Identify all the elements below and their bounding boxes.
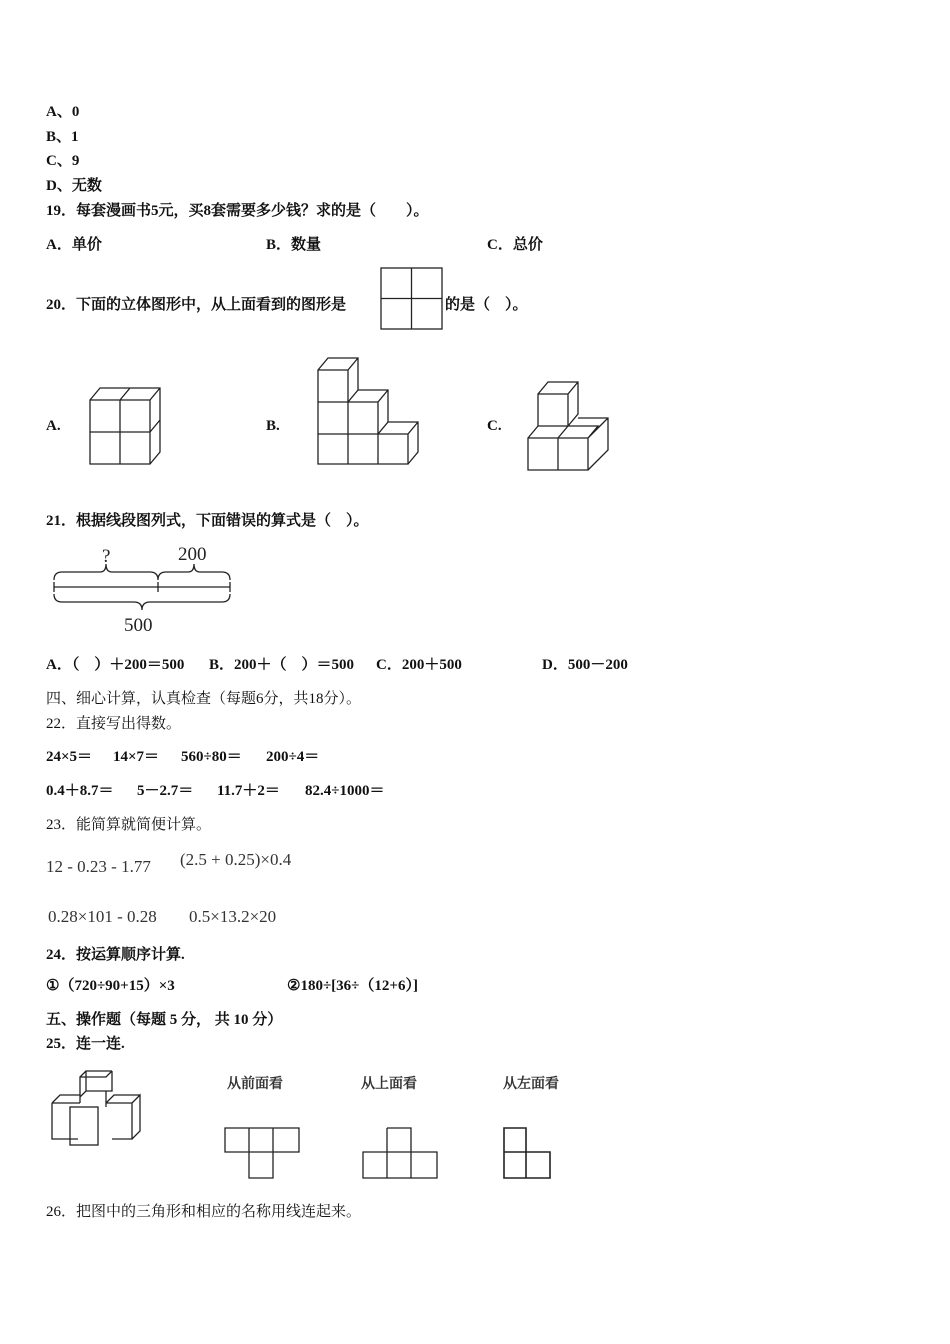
top-view-figure	[363, 1128, 439, 1180]
q22-expr: 560÷80＝	[181, 749, 242, 765]
q20-stem-end: 的是（ ）。	[445, 297, 528, 313]
q23-expr: 12 - 0.23 - 1.77	[46, 857, 151, 876]
q21-option-a: A．（ ）＋200＝500	[46, 657, 185, 673]
cube-stack-figure	[52, 1077, 152, 1153]
cube-figure-c	[528, 382, 612, 472]
q22-stem: 22．直接写出得数。	[46, 716, 182, 732]
q24-expr: ①（720÷90+15）×3	[46, 978, 175, 994]
q20-option-c: C.	[487, 418, 502, 434]
cube-figure-a	[90, 388, 162, 466]
q24-expr: ②180÷[36÷（12+6）]	[287, 978, 418, 994]
part-label: 200	[178, 544, 207, 565]
q23-expr: 0.5×13.2×20	[189, 907, 277, 926]
cube-figure-b	[318, 358, 422, 466]
q22-expr: 14×7＝	[113, 749, 160, 765]
top-view-grid-figure	[381, 268, 443, 330]
unknown-label: ?	[102, 546, 111, 567]
view-label-top: 从上面看	[361, 1077, 417, 1092]
segment-diagram	[52, 540, 234, 636]
q23-stem: 23．能简算就简便计算。	[46, 817, 212, 833]
q26-stem: 26．把图中的三角形和相应的名称用线连起来。	[46, 1204, 362, 1220]
q19-option-c: C．总价	[487, 237, 543, 253]
q18-option-c: C、9	[46, 153, 80, 169]
q20-option-b: B.	[266, 418, 280, 434]
q23-expr: 0.28×101 - 0.28	[48, 907, 157, 926]
q22-expr: 24×5＝	[46, 749, 93, 765]
q19-option-b: B．数量	[266, 237, 322, 253]
left-view-figure	[504, 1128, 554, 1180]
q18-option-b: B、1	[46, 129, 79, 145]
q18-option-d: D、无数	[46, 178, 102, 194]
q22-expr: 11.7＋2＝	[217, 783, 280, 799]
q21-option-b: B．200＋（ ）＝500	[209, 657, 355, 673]
q19-stem: 19．每套漫画书5元，买8套需要多少钱？求的是（ ）。	[46, 203, 429, 219]
q21-option-d: D．500－200	[542, 657, 628, 673]
q20-stem: 20．下面的立体图形中，从上面看到的图形是	[46, 297, 347, 313]
section-5-heading: 五、操作题（每题 5 分， 共 10 分）	[46, 1012, 283, 1028]
q21-stem: 21．根据线段图列式，下面错误的算式是（ ）。	[46, 513, 369, 529]
q22-expr: 0.4＋8.7＝	[46, 783, 114, 799]
q25-stem: 25．连一连.	[46, 1036, 125, 1052]
q22-expr: 5－2.7＝	[137, 783, 194, 799]
q20-option-a: A.	[46, 418, 61, 434]
q24-stem: 24．按运算顺序计算.	[46, 947, 185, 963]
q19-option-a: A．单价	[46, 237, 102, 253]
q18-option-a: A、0	[46, 104, 80, 120]
total-label: 500	[124, 615, 153, 636]
q21-option-c: C．200＋500	[376, 657, 462, 673]
q22-expr: 200÷4＝	[266, 749, 320, 765]
front-view-figure	[225, 1128, 301, 1180]
view-label-front: 从前面看	[227, 1077, 283, 1092]
q23-expr: (2.5 + 0.25)×0.4	[180, 850, 292, 869]
view-label-left: 从左面看	[503, 1077, 559, 1092]
q22-expr: 82.4÷1000＝	[305, 783, 385, 799]
section-4-heading: 四、细心计算，认真检查（每题6分，共18分）。	[46, 691, 362, 707]
